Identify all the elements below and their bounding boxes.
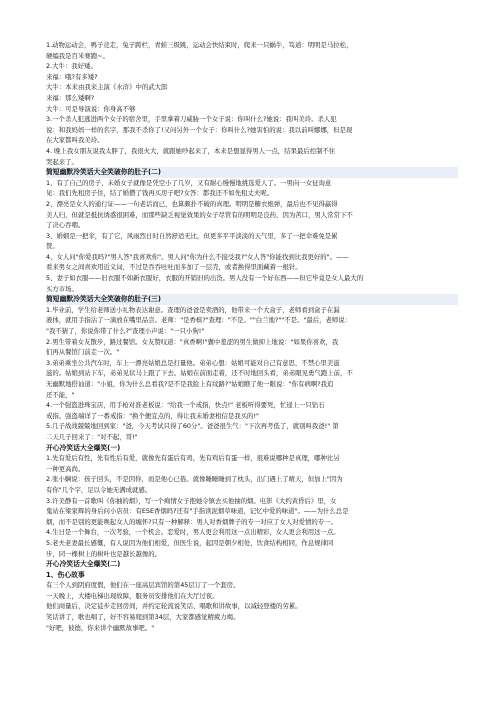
paragraph-line: 3.一个杀人犯逃进两个女子的宿舍里，手里拿着刀威胁一个女子说：你叫什么?她说：我叫美玲。杀人犯 [46,115,337,124]
paragraph-line: 2.男生带着女友散步，路过餐馆。女友赞叹道："真香啊!"囊中羞涩的男生做抑上地说："如果你喜欢，我 [46,337,339,346]
paragraph-line: 笑话讲了，歌也唱了，好不容易爬到第34层，大家都感觉精疲力竭。 [46,613,240,622]
paragraph-line: 二天几子回来了："对不起，哥!" [46,432,138,441]
paragraph-line: 滋的。姑娘到站下车，弟弟见状马上跟了下去。姑娘在前面走着，还不时地回头看，弟弟眼见勇气跑上前，不 [46,369,353,378]
paragraph-line: 4. 晚上我女朋友说我太胖了，我很火大，就跟她吵起来了，本来是想显得男人一点，结果最后控制不住 [46,146,336,155]
paragraph-line: 4.生日是一个舞台，一次考验，一个机会。恋爱时，男人更会利用这一点出精彩，女人更会利用这一点。 [46,528,340,537]
paragraph-line: 一天晚上，大楼电梯出现故障，服务员安排他们在大厅过夜。 [46,591,219,600]
paragraph-line: 鬼站在梁家辉的身后问小店员：有ESE香烟吗?还有"手指读泥烟草味道，记忆中爱的味道"。——为什么总是 [46,507,349,516]
paragraph-line: 2.大牛：我好矮。 [46,62,97,71]
paragraph-line: 液体，就用手指沾了一滴放在嘴里品尝。老师："是香槟?"查理："不是。""白兰地?""不是。"最后，老师说： [46,316,352,325]
document-page [46,40,458,633]
paragraph-line: 1.动物运动会，鸭子竞走，兔子跨栏，青蛙三级跳，运动会快结束时，爬来一只蜗牛，笃道：明明是马拉松， [46,41,353,49]
paragraph-line: "我不猜了，你说你带了什么?"查理小声说："一只小狗!" [46,327,205,336]
paragraph-line: 大牛：可是导演说：你身高不够 [46,104,136,113]
paragraph-line: 1、有了自己的房子，未婚女子就像是凭空小了几岁，又有耐心慢慢地挑选爱人了。一男向一女征询意 [46,178,332,187]
section-heading: 简短幽默冷笑话大全笑破你的肚子(二) [46,167,458,178]
paragraph-line: 无幽默地搭讪道："小姐，你为什么总看我?是不是我脸上有纹路?"姑娘瞧了他一眼说："你有病啊?我追 [46,380,334,388]
section-heading: 开心冷笑话大全爆笑(一) [46,443,121,452]
paragraph-line: 烟，而不是别的更能唤起女人的缠怀?只有一种解释：男人对香烟牌子的专一对应了女人对爱情的专一。 [46,517,337,526]
paragraph-line: 哭起来了。 [46,157,78,166]
paragraph-line: 3.许美静有一首歌叫《你抽的烟》，写一个痴情女子抱她令镇去买他抽的烟。电影《大约黄昏后》里，女 [46,496,337,505]
paragraph-line: 美人归，但就是抵抗诱惑很困难，而那些缺乏视觉效果的女子尽管有的明明是良药，因为苦口，男人常常下不 [46,210,353,219]
section-heading: 简短幽默冷笑话大全笑破你的肚子(三) [46,294,458,305]
paragraph-line: 2.张小娴说：孩子回头，不是因你，而是他心已倦。就像睡睡睡到了枕头，出门遇上了晴天，但加上"因为 [46,475,343,484]
paragraph-line: 5.几子战战兢兢地回到家："爸，今天考试只得了60分"。爸爸很生气："下次再考低了，就别叫我爸!" 第 [46,422,339,431]
paragraph-line: 5、妻子如衣服——旧衣服不如新衣服好，衣服的开销旧的出货。男人没有一个好东西——但它毕竟是女人最大的 [46,274,364,283]
paragraph-line: 3.弟弟乘坐公共汽车时，车上一漂亮姑娘总是打量他。弟弟心想：姑娘可能对自己有意思，不禁心里美滋 [46,358,340,367]
paragraph-line: 看来男女之间喜欢用近义词，不过是吞吞吐吐而多加了一层壳，或者换得里面藏着一根针。 [46,263,302,272]
paragraph-line: 来福：哦?有多矮? [46,72,98,81]
paragraph-line: 说：和我妈妈一样的名字，那我不杀你了!又问另外一个女子：你叫什么?她害怕的说：我以前叫娜娜，但是现 [46,125,353,134]
paragraph-line: 有三个人到阴府度假，他们在一座高层宾馆的第45层订了一个套房。 [46,581,240,590]
section-heading: 1、伤心故事 [46,570,85,579]
paragraph-line: 们再从餐馆门前走一次。" [46,348,120,357]
paragraph-line: 1.先有爱后有性，先有性后有爱，就像先有蛋后有鸡，先有鸡后有蛋一样，很难说哪种是真理，哪种比另 [46,454,340,463]
paragraph-line: 大牛：本来由我来主演《水浒》中的武大郎 [46,83,168,92]
paragraph-line: 见：我们先租房子住，结了婚攒了钱再买房子吧?女答：都我还不如先租丈夫呢。 [46,189,274,198]
paragraph-line: 1.毕业前，学生给老师送小礼物表达谢意。查理的爸爸是卖酒的，他带来一个大盒子，老师看到盒子在漏 [46,305,340,314]
paragraph-line: 5.老夫老妻最长感慨，有人说因为他们相爱，但医生说，起因是朝夕相处，饮食结构相同，作息规律同 [46,538,334,547]
paragraph-line: 来福：那么矮啊? [46,93,95,102]
paragraph-line: 在大家都叫我美玲。 [46,136,104,145]
paragraph-line: 买方市场。 [46,284,78,293]
paragraph-line: 他们商量后，决定徒步走回房间，并约定轮流说笑话、唱歌和讲故事，以减轻登楼的劳累。 [46,602,302,611]
paragraph-line: 3、婚姻是一把伞，有了它，风雨烈日时自然舒适无比，但更多平平淡淡的天气里，多了一把伞难免是累 [46,231,338,240]
paragraph-line: 赘。 [46,242,59,251]
paragraph-line: 了决心吞咽。 [46,221,85,230]
paragraph-line: 步，同一棵树上的树叶也是越长越像的。 [46,549,162,558]
paragraph-line: "好吧，彼德，你来讲个幽默故事吧。" [46,623,155,632]
paragraph-line: 2、漂亮是女人的通行证——一句老话而已，也算颇扑不破的真理。明明是糖衣炮弹，最后也不见得赢得 [46,199,338,208]
paragraph-line: 4、女人问"你爱我吗?"男人答"我喜欢你"。男人问"你为什么不接受我?"女人答"你能找到比我更好的"。—— [46,252,349,261]
paragraph-line: 4.一个强盗进珠宝店，用手枪对准老板说："给我一个戒指，快点!" 老板听得要死，忙递上一只钻石 [46,401,325,410]
paragraph-line: 戒指。强盗端详了一番戒指："换个便宜点的，得让我未婚妻相信是我买的!" [46,411,259,420]
paragraph-line: 一种更高尚。 [46,464,85,473]
paragraph-line: 有你"几个字，足以令她无满成就感。 [46,485,152,494]
paragraph-line: 硬编我是百米赛跑~。 [46,51,109,60]
section-heading: 开心冷笑话大全爆笑(二) [46,560,121,569]
paragraph-line: 还不能，" [46,390,75,399]
